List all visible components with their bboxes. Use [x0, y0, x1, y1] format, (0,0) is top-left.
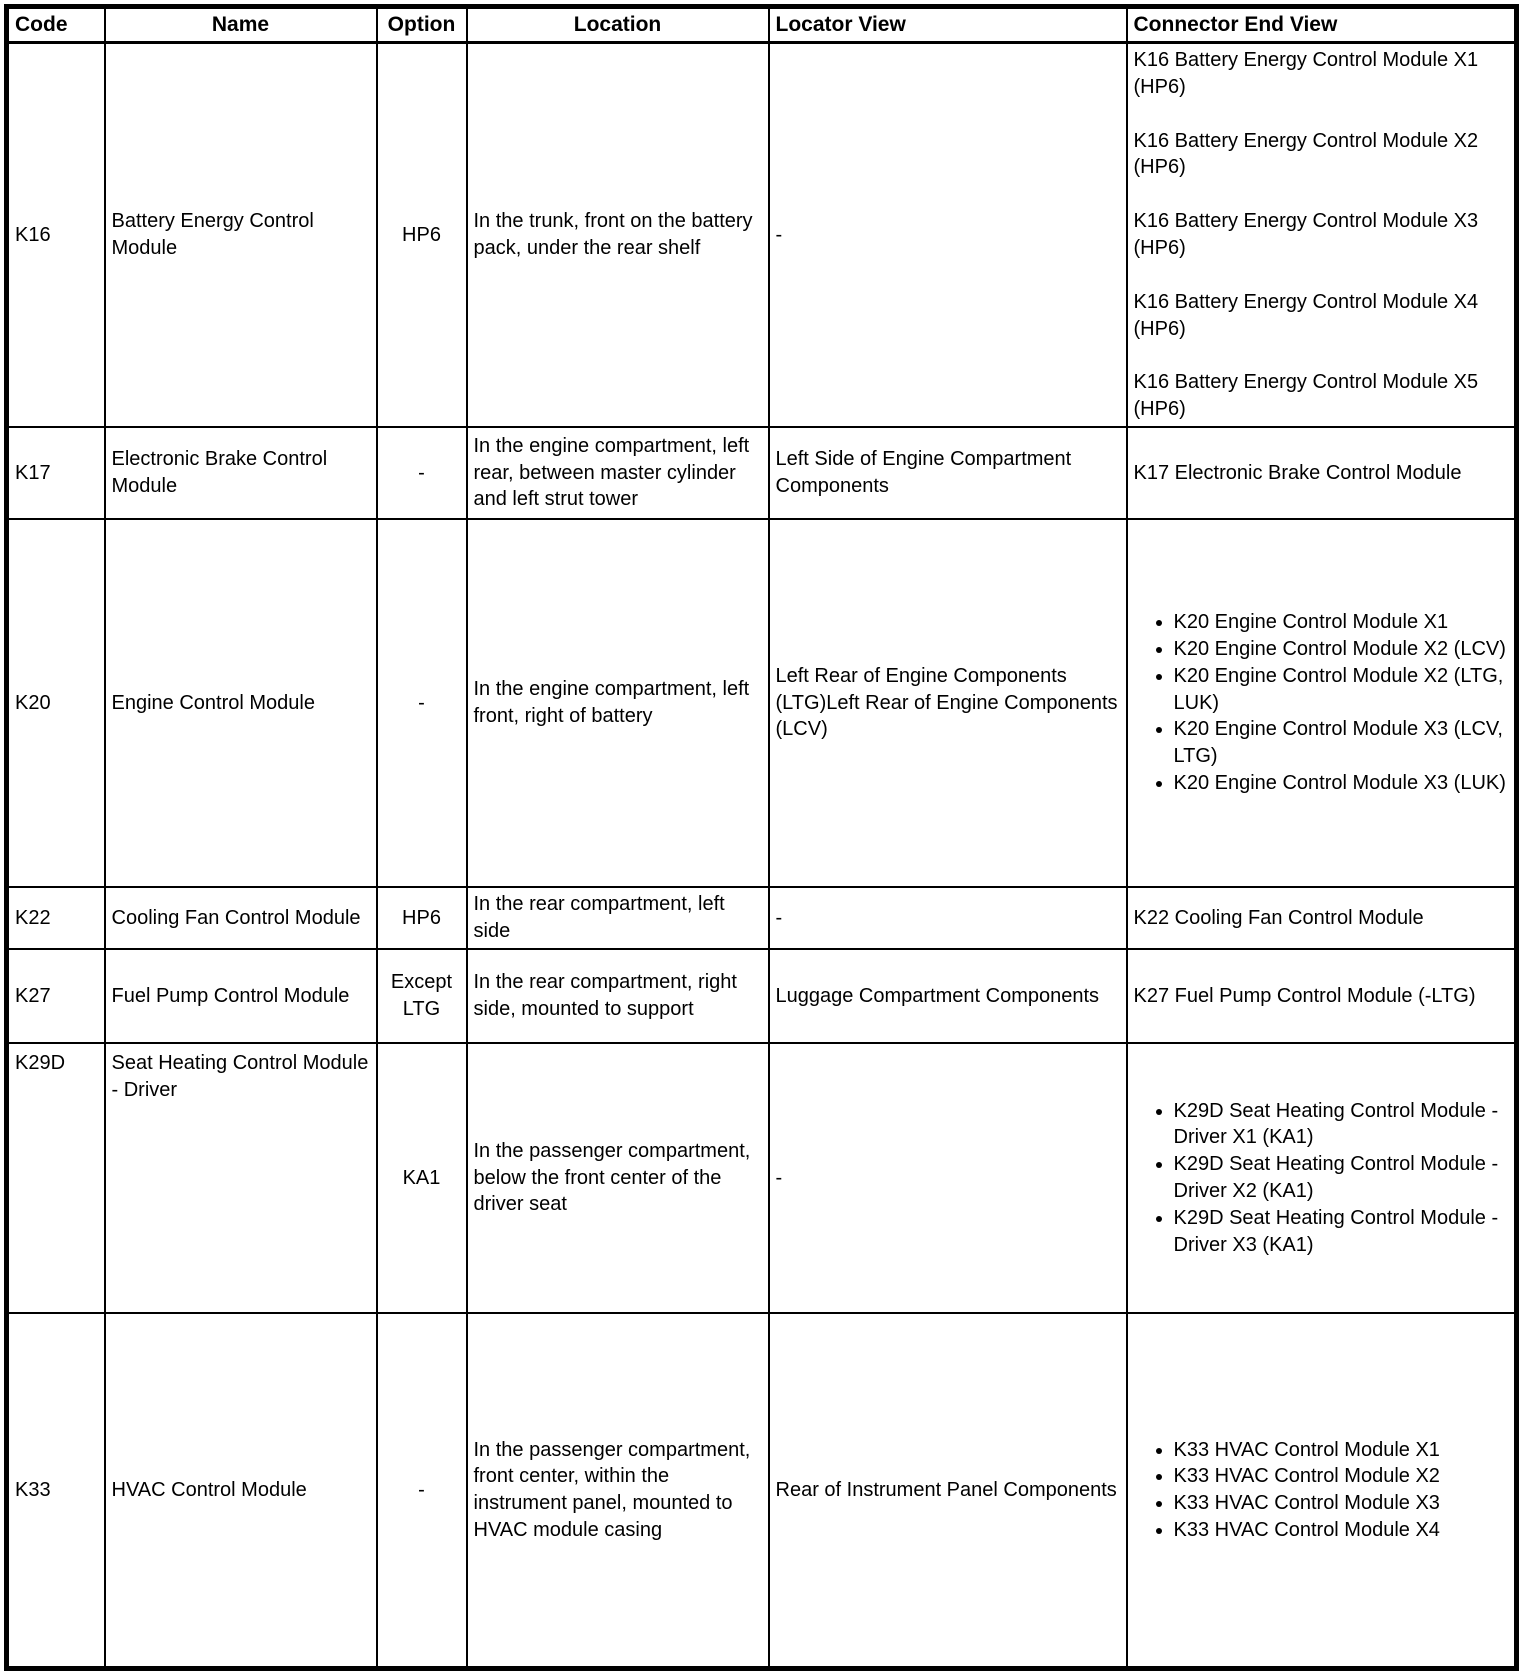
cell-locator-view: -	[769, 1043, 1127, 1313]
cell-name: Fuel Pump Control Module	[105, 949, 377, 1043]
column-header-name: Name	[105, 7, 377, 43]
cell-location: In the engine compartment, left rear, between master cylinder and left strut tower	[467, 427, 769, 519]
cell-code: K29D	[7, 1043, 105, 1313]
connector-list-item: • K29D Seat Heating Control Module - Driver X2 (KA1)	[1174, 1151, 1509, 1205]
cell-locator-view: Luggage Compartment Components	[769, 949, 1127, 1043]
connector-list-item: • K29D Seat Heating Control Module - Driver X1 (KA1)	[1174, 1098, 1509, 1152]
cell-name: Cooling Fan Control Module	[105, 887, 377, 949]
connector-list-item: • K33 HVAC Control Module X3	[1174, 1490, 1509, 1517]
cell-location: In the passenger compartment, below the front center of the driver seat	[467, 1043, 769, 1313]
cell-code: K17	[7, 427, 105, 519]
cell-code: K20	[7, 519, 105, 887]
cell-locator-view: Left Side of Engine Compartment Components	[769, 427, 1127, 519]
cell-name: Battery Energy Control Module	[105, 43, 377, 427]
table-row	[7, 887, 1517, 949]
connector-list-item: • K20 Engine Control Module X3 (LUK)	[1174, 770, 1509, 797]
table-row	[7, 1043, 1517, 1313]
cell-connector-end-view	[1127, 1313, 1517, 1669]
table-row	[7, 519, 1517, 887]
cell-connector-end-view	[1127, 427, 1517, 519]
cell-option: -	[377, 427, 467, 519]
connector-paragraph: K16 Battery Energy Control Module X4 (HP6)	[1133, 290, 1479, 340]
cell-location: In the passenger compartment, front center, within the instrument panel, mounted to HVAC module casing	[467, 1313, 769, 1669]
module-connector-table	[4, 4, 1519, 1671]
table-row	[7, 43, 1517, 427]
connector-paragraph: K16 Battery Energy Control Module X1 (HP6)	[1133, 49, 1479, 98]
connector-text: K27 Fuel Pump Control Module (-LTG)	[1133, 984, 1476, 1007]
cell-connector-end-view	[1127, 1043, 1517, 1313]
cell-code: K33	[7, 1313, 105, 1669]
connector-list-item: • K29D Seat Heating Control Module - Driver X3 (KA1)	[1174, 1205, 1509, 1259]
table-row	[7, 427, 1517, 519]
table-row	[7, 1313, 1517, 1669]
column-header-location: Location	[467, 7, 769, 43]
cell-code: K16	[7, 43, 105, 427]
cell-option: -	[377, 1313, 467, 1669]
table-body	[7, 43, 1517, 1669]
cell-location: In the trunk, front on the battery pack, under the rear shelf	[467, 43, 769, 427]
connector-list-item: • K33 HVAC Control Module X4	[1174, 1517, 1509, 1544]
cell-locator-view: Rear of Instrument Panel Components	[769, 1313, 1127, 1669]
connector-text: K17 Electronic Brake Control Module	[1133, 461, 1462, 484]
connector-list-item: • K20 Engine Control Module X2 (LCV)	[1174, 636, 1509, 663]
cell-option: Except LTG	[377, 949, 467, 1043]
cell-option: HP6	[377, 887, 467, 949]
connector-list-item: • K20 Engine Control Module X2 (LTG, LUK)	[1174, 663, 1509, 717]
cell-connector-end-view	[1127, 519, 1517, 887]
connector-paragraph: K16 Battery Energy Control Module X2 (HP6)	[1133, 129, 1479, 179]
cell-connector-end-view	[1127, 887, 1517, 949]
connector-list-item: • K33 HVAC Control Module X2	[1174, 1463, 1509, 1490]
cell-name: Seat Heating Control Module - Driver	[105, 1043, 377, 1313]
cell-code: K22	[7, 887, 105, 949]
column-header-locator-view: Locator View	[769, 7, 1127, 43]
connector-list-item: • K33 HVAC Control Module X1	[1174, 1437, 1509, 1464]
connector-list	[1134, 1437, 1509, 1544]
cell-location: In the rear compartment, right side, mounted to support	[467, 949, 769, 1043]
connector-list-item: • K20 Engine Control Module X3 (LCV, LTG)	[1174, 716, 1509, 770]
connector-text: K22 Cooling Fan Control Module	[1133, 906, 1424, 929]
cell-option: KA1	[377, 1043, 467, 1313]
cell-connector-end-view	[1127, 43, 1517, 427]
connector-list-item: • K20 Engine Control Module X1	[1174, 609, 1509, 636]
column-header-code: Code	[7, 7, 105, 43]
cell-name: HVAC Control Module	[105, 1313, 377, 1669]
column-header-option: Option	[377, 7, 467, 43]
cell-locator-view: Left Rear of Engine Components (LTG)Left Rear of Engine Components (LCV)	[769, 519, 1127, 887]
cell-name: Engine Control Module	[105, 519, 377, 887]
connector-paragraph: K16 Battery Energy Control Module X5 (HP6)	[1133, 371, 1479, 421]
table-row	[7, 949, 1517, 1043]
cell-location: In the rear compartment, left side	[467, 887, 769, 949]
cell-connector-end-view	[1127, 949, 1517, 1043]
cell-option: -	[377, 519, 467, 887]
header-row	[7, 7, 1517, 43]
cell-locator-view: -	[769, 43, 1127, 427]
connector-list	[1134, 609, 1509, 797]
connector-paragraph: K16 Battery Energy Control Module X3 (HP6)	[1133, 210, 1479, 259]
cell-option: HP6	[377, 43, 467, 427]
cell-name: Electronic Brake Control Module	[105, 427, 377, 519]
cell-location: In the engine compartment, left front, right of battery	[467, 519, 769, 887]
cell-code: K27	[7, 949, 105, 1043]
column-header-connector-end-view: Connector End View	[1127, 7, 1517, 43]
cell-locator-view: -	[769, 887, 1127, 949]
connector-list	[1134, 1098, 1509, 1259]
